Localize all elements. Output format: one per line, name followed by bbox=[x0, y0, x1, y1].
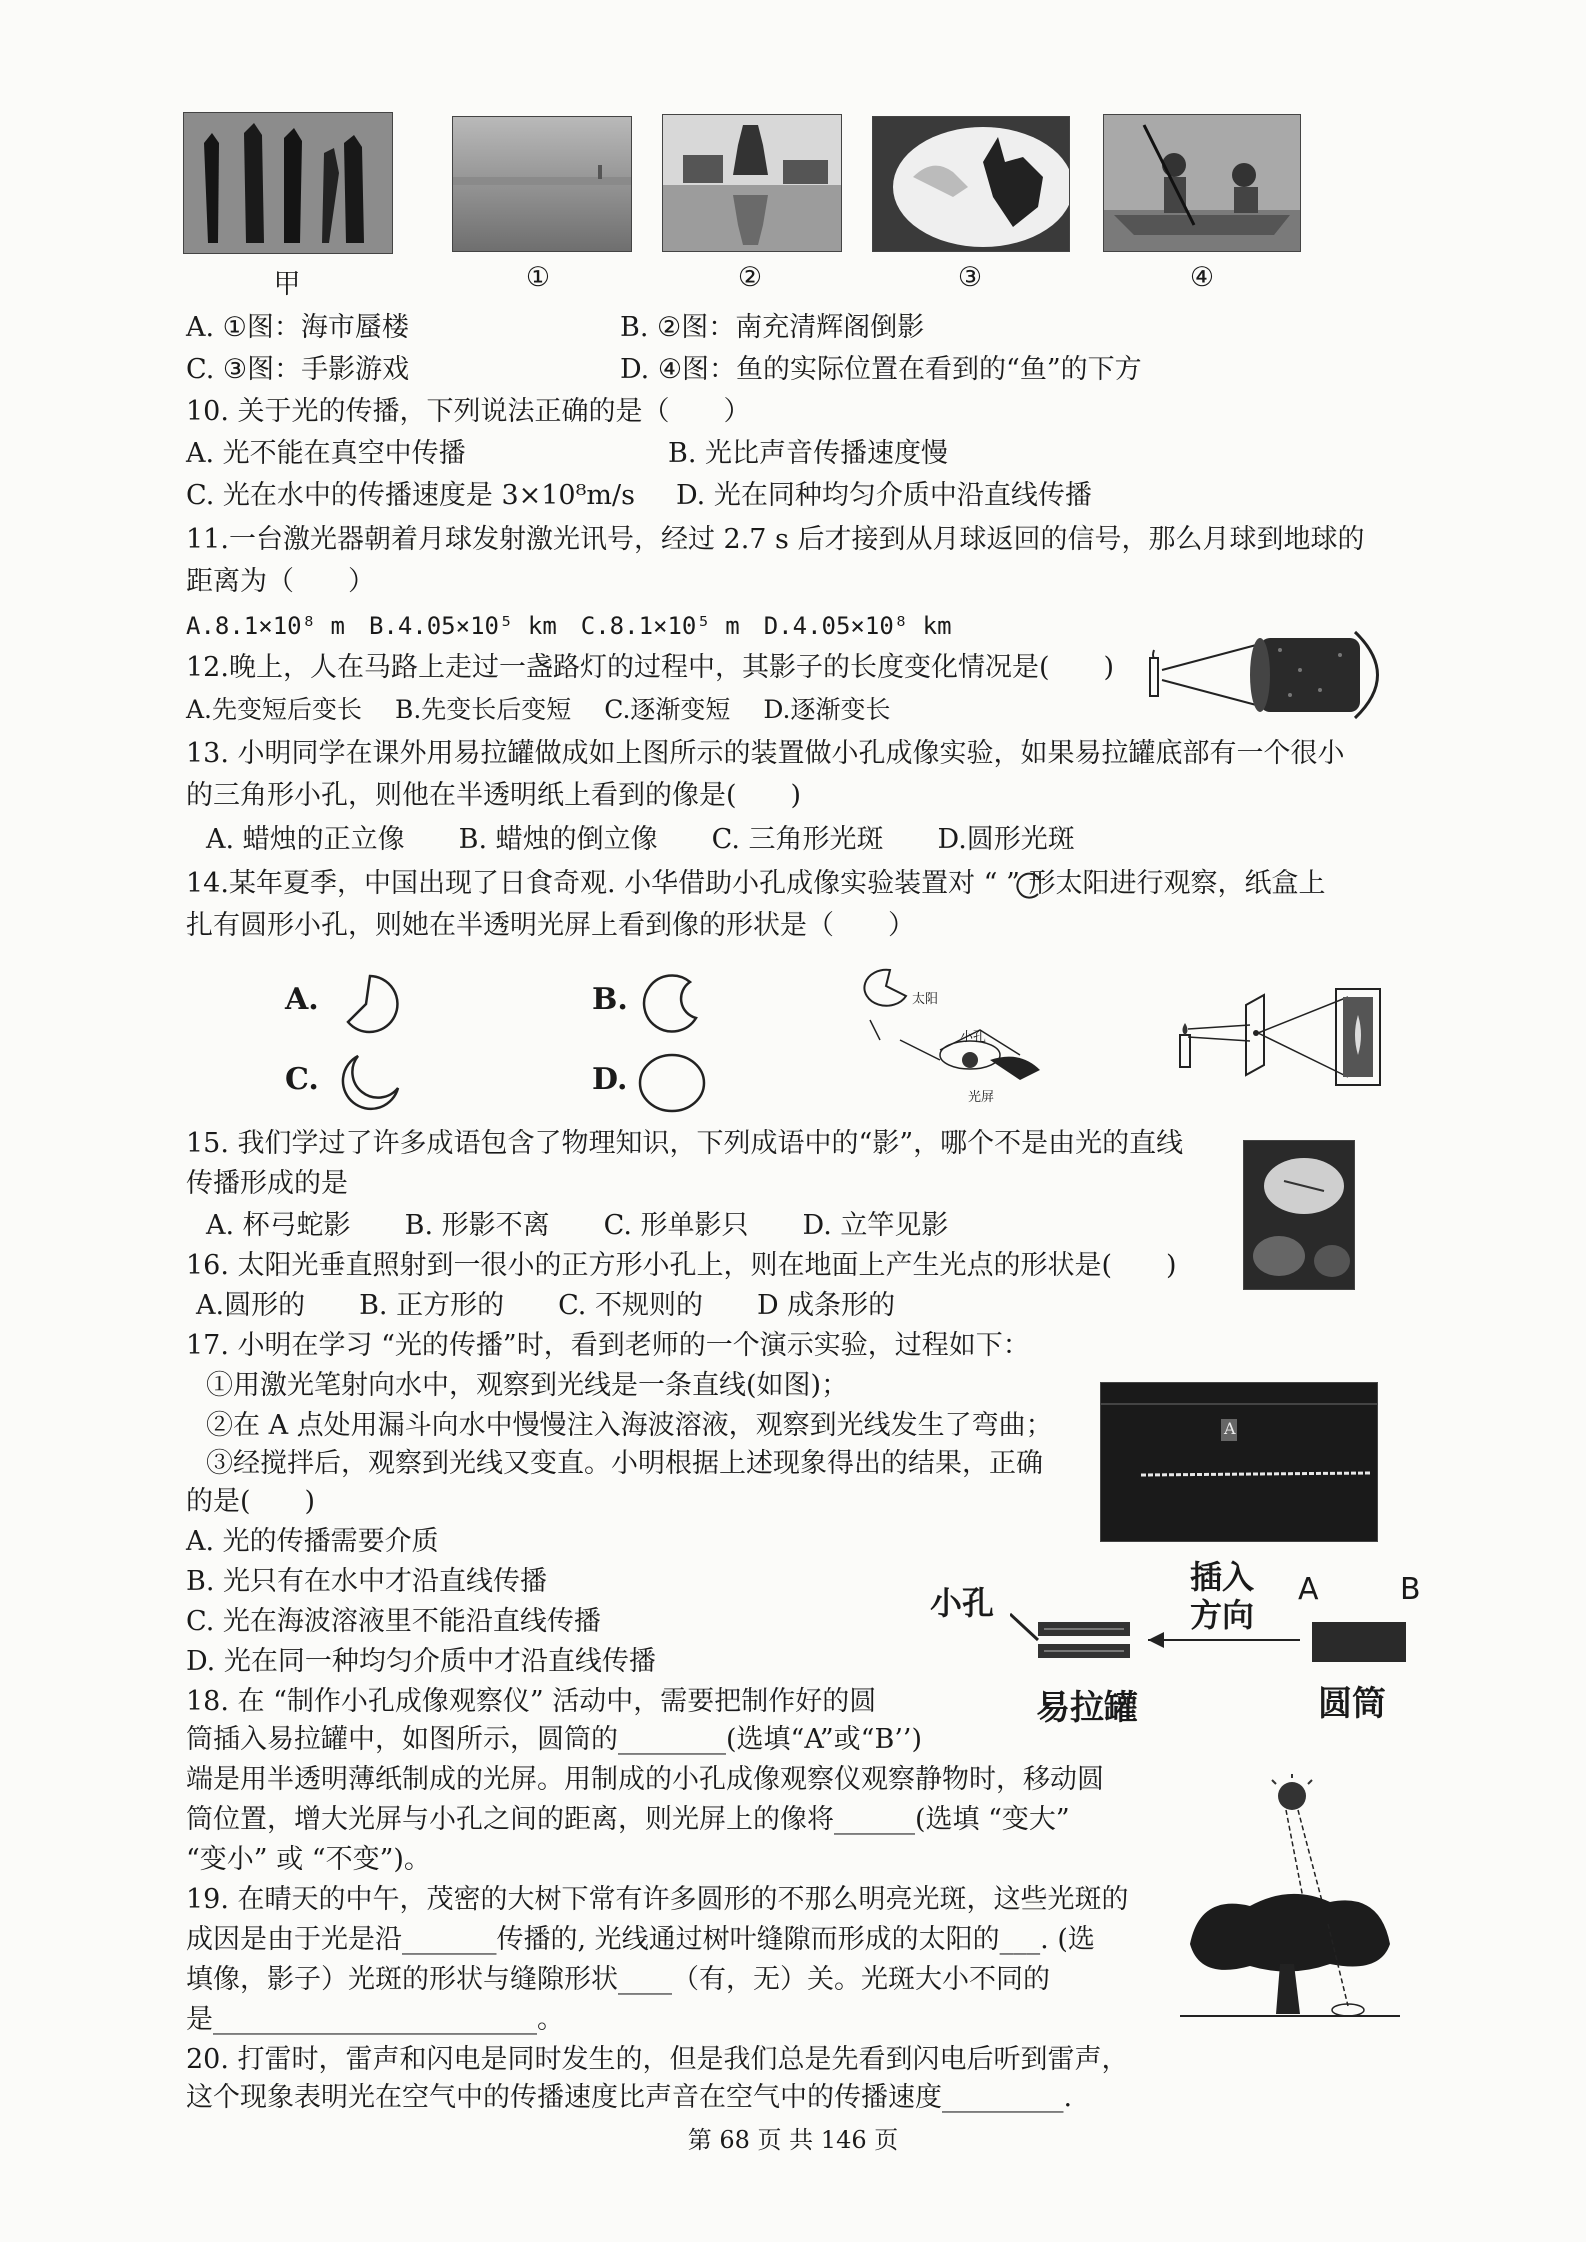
q15-options: A. 杯弓蛇影 B. 形影不离 C. 形单影只 D. 立竿见影 bbox=[206, 1210, 949, 1241]
q14-label-d: D. bbox=[592, 1062, 628, 1097]
q18-line-5: “变小” 或 “不变”)。 bbox=[186, 1844, 431, 1875]
q14-shape-d bbox=[632, 1050, 712, 1116]
q14-label-a: A. bbox=[285, 982, 319, 1017]
q9-option-d: D. ④图：鱼的实际位置在看到的“鱼”的下方 bbox=[620, 354, 1142, 385]
q14-shape-b bbox=[632, 970, 712, 1036]
q17-step-4: 的是( ) bbox=[186, 1486, 316, 1517]
q16-stem: 16. 太阳光垂直照射到一很小的正方形小孔上，则在地面上产生光点的形状是( ) bbox=[186, 1250, 1177, 1281]
shadow-puppet-figures bbox=[184, 113, 392, 253]
q18-line-4: 筒位置，增大光屏与小孔之间的距离，则光屏上的像将______(选填 “变大” bbox=[186, 1804, 1070, 1835]
q18-fig-insert-label-2: 方向 bbox=[1190, 1596, 1255, 1634]
q13-stem-2: 的三角形小孔，则他在半透明纸上看到的像是( ) bbox=[186, 780, 802, 811]
eclipse-sun-icon bbox=[1012, 872, 1048, 900]
q18-line-3: 端是用半透明薄纸制成的光屏。用制成的小孔成像观察仪观察静物时，移动圆 bbox=[186, 1764, 1104, 1795]
q15-stem-1: 15. 我们学过了许多成语包含了物理知识，下列成语中的“影”，哪个不是由光的直线 bbox=[186, 1128, 1184, 1159]
caption-1: ① bbox=[525, 262, 551, 293]
pinhole-candle-figure bbox=[1168, 985, 1388, 1095]
q18-fig-insert-label-1: 插入 bbox=[1190, 1558, 1255, 1596]
eclipse-observer-figure bbox=[840, 960, 1050, 1110]
caption-3: ③ bbox=[957, 262, 983, 293]
q10-stem: 10. 关于光的传播，下列说法正确的是（ ） bbox=[186, 396, 751, 427]
q18-fig-b-label: B bbox=[1400, 1572, 1421, 1607]
caption-2: ② bbox=[737, 262, 763, 293]
can-and-tube-figure bbox=[1010, 1600, 1410, 1680]
q9-option-b: B. ②图：南充清辉阁倒影 bbox=[620, 312, 925, 343]
laser-photo-label: A bbox=[1224, 1419, 1236, 1438]
hand-shadow-photo bbox=[872, 116, 1070, 252]
q14-stem-1: 14.某年夏季，中国出现了日食奇观. 小华借助小孔成像实验装置对 “ ” 形太阳进行观察，纸盒上 bbox=[186, 868, 1326, 899]
q19-line-4: 是________________________。 bbox=[186, 2004, 564, 2035]
q19-line-2: 成因是由于光是沿_______传播的, 光线通过树叶缝隙而形成的太阳的___. (选 bbox=[186, 1924, 1095, 1955]
hand-shadow-dog bbox=[873, 117, 1069, 251]
q9-option-c: C. ③图：手影游戏 bbox=[186, 354, 410, 385]
q10-option-d: D. 光在同种均匀介质中沿直线传播 bbox=[676, 480, 1092, 511]
q18-fig-a-label: A bbox=[1298, 1572, 1319, 1607]
q10-option-b: B. 光比声音传播速度慢 bbox=[668, 438, 949, 469]
q17-option-a: A. 光的传播需要介质 bbox=[186, 1526, 439, 1557]
q15-stem-2: 传播形成的是 bbox=[186, 1168, 348, 1199]
q9-option-a: A. ①图：海市蜃楼 bbox=[186, 312, 409, 343]
q19-line-3: 填像，影子）光斑的形状与缝隙形状____（有，无）关。光斑大小不同的 bbox=[186, 1964, 1050, 1995]
q17-stem: 17. 小明在学习 “光的传播”时，看到老师的一个演示实验，过程如下： bbox=[186, 1330, 1030, 1361]
q14-label-b: B. bbox=[592, 982, 628, 1017]
eclipse-hole-label: 小孔 bbox=[960, 1030, 987, 1045]
shadow-puppet-photo bbox=[183, 112, 393, 254]
q13-options: A. 蜡烛的正立像 B. 蜡烛的倒立像 C. 三角形光斑 D.圆形光斑 bbox=[206, 824, 1075, 855]
caption-jia: 甲 bbox=[273, 269, 301, 300]
laser-beam bbox=[1101, 1383, 1377, 1541]
eclipse-sun-label: 太阳 bbox=[912, 992, 939, 1007]
q19-line-1: 19. 在晴天的中午，茂密的大树下常有许多圆形的不那么明亮光斑，这些光斑的 bbox=[186, 1884, 1129, 1915]
fishing-scene bbox=[1104, 115, 1300, 251]
idiom-scene bbox=[1244, 1141, 1354, 1289]
q20-line-2: 这个现象表明光在空气中的传播速度比声音在空气中的传播速度_________. bbox=[186, 2082, 1073, 2113]
q17-step-1: ①用激光笔射向水中，观察到光线是一条直线(如图)； bbox=[206, 1370, 849, 1401]
q18-line-1: 18. 在 “制作小孔成像观察仪” 活动中，需要把制作好的圆 bbox=[186, 1686, 877, 1717]
q14-shape-c bbox=[328, 1050, 408, 1116]
page-footer: 第 68 页 共 146 页 bbox=[687, 2126, 899, 2154]
q18-fig-hole-label: 小孔 bbox=[930, 1584, 995, 1622]
q12-stem: 12.晚上，人在马路上走过一盏路灯的过程中，其影子的长度变化情况是( ) bbox=[186, 652, 1115, 683]
pavilion-reflection bbox=[663, 115, 841, 251]
q18-line-2: 筒插入易拉罐中，如图所示，圆筒的________(选填“A”或“B’’) bbox=[186, 1724, 923, 1755]
fishing-photo bbox=[1103, 114, 1301, 252]
reflection-photo bbox=[662, 114, 842, 252]
q10-option-c: C. 光在水中的传播速度是 3×10⁸m/s bbox=[186, 480, 635, 511]
q17-step-2: ②在 A 点处用漏斗向水中慢慢注入海波溶液，观察到光线发生了弯曲； bbox=[206, 1410, 1053, 1441]
mirage-scene bbox=[453, 117, 631, 251]
q13-stem-1: 13. 小明同学在课外用易拉罐做成如上图所示的装置做小孔成像实验，如果易拉罐底部有一个很小 bbox=[186, 738, 1345, 769]
q11-stem-2: 距离为（ ） bbox=[186, 566, 375, 597]
q10-option-a: A. 光不能在真空中传播 bbox=[186, 438, 466, 469]
q14-shape-a bbox=[330, 970, 410, 1036]
q17-option-b: B. 光只有在水中才沿直线传播 bbox=[186, 1566, 548, 1597]
q14-label-c: C. bbox=[285, 1062, 319, 1097]
tree-light-spot-figure bbox=[1180, 1774, 1400, 2030]
q20-line-1: 20. 打雷时，雷声和闪电是同时发生的，但是我们总是先看到闪电后听到雷声， bbox=[186, 2044, 1129, 2075]
idiom-photo bbox=[1243, 1140, 1355, 1290]
q17-step-3: ③经搅拌后，观察到光线又变直。小明根据上述现象得出的结果，正确 bbox=[206, 1448, 1043, 1479]
q11-options: A.8.1×10⁸ m B.4.05×10⁵ km C.8.1×10⁵ m D.4.05×10⁸ km bbox=[186, 612, 952, 640]
q16-options: A.圆形的 B. 正方形的 C. 不规则的 D 成条形的 bbox=[196, 1290, 896, 1321]
q12-options: A.先变短后变长 B.先变长后变短 C.逐渐变短 D.逐渐变长 bbox=[186, 695, 891, 724]
laser-water-photo bbox=[1100, 1382, 1378, 1542]
mirage-photo bbox=[452, 116, 632, 252]
q17-option-d: D. 光在同一种均匀介质中才沿直线传播 bbox=[186, 1646, 656, 1677]
eclipse-screen-label: 光屏 bbox=[968, 1090, 995, 1105]
q18-fig-tube-label: 圆筒 bbox=[1318, 1684, 1386, 1724]
q18-fig-can-label: 易拉罐 bbox=[1036, 1688, 1138, 1728]
q14-stem-2: 扎有圆形小孔，则她在半透明光屏上看到像的形状是（ ） bbox=[186, 910, 915, 941]
q11-stem-1: 11.一台激光器朝着月球发射激光讯号，经过 2.7 s 后才接到从月球返回的信号，那么月球到地球的 bbox=[186, 524, 1365, 555]
q17-option-c: C. 光在海波溶液里不能沿直线传播 bbox=[186, 1606, 601, 1637]
caption-4: ④ bbox=[1189, 262, 1215, 293]
can-camera-figure bbox=[1140, 620, 1410, 730]
